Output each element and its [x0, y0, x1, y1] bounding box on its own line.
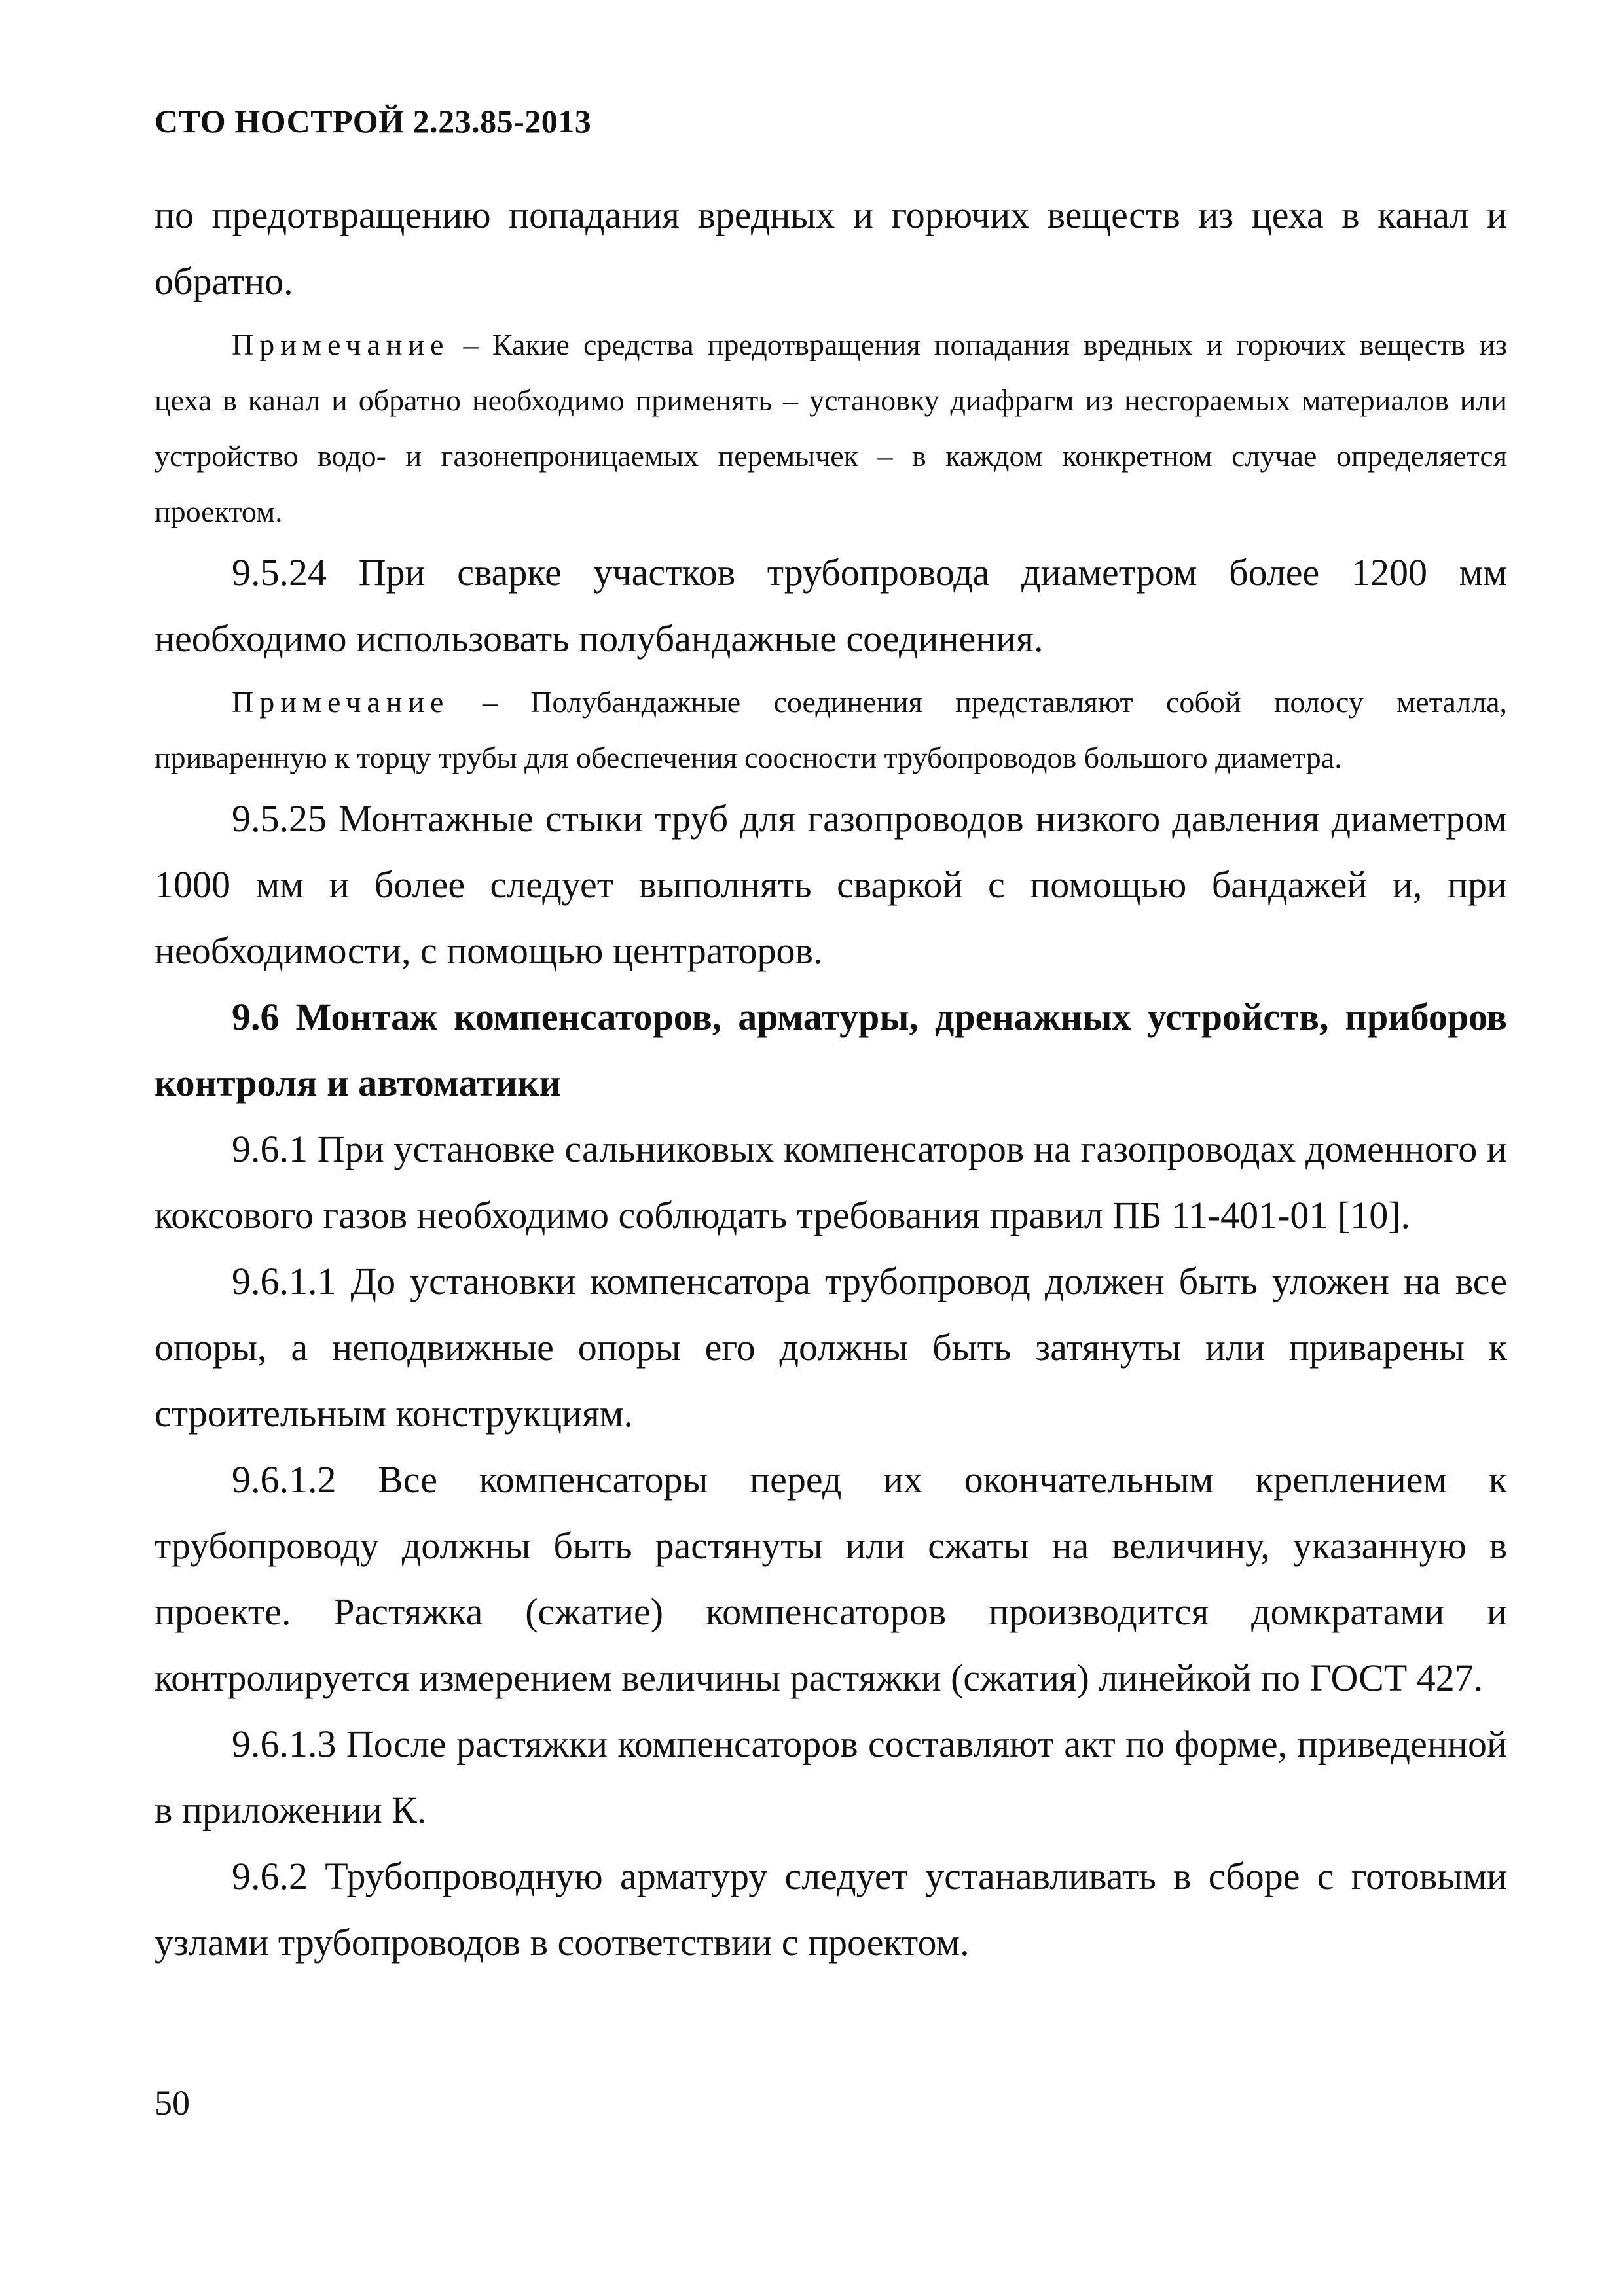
paragraph-9-5-24: 9.5.24 При сварке участков трубопровода диаметром более 1200 мм необходимо использовать полубандажные соединения. — [155, 551, 1507, 660]
section-heading-9-6: 9.6 Монтаж компенсаторов, арматуры, дренажных устройств, приборов контроля и автоматики — [155, 996, 1507, 1104]
note-2-text: – Полубандажные соединения представляют собой полосу металла, приваренную к торцу трубы для обеспечения соосности трубопроводов большого диаметра. — [155, 685, 1507, 774]
page-number: 50 — [155, 2083, 190, 2123]
paragraph-9-6-1-1: 9.6.1.1 До установки компенсатора трубопровод должен быть уложен на все опоры, а неподвижные опоры его должны быть затянуты или приварены к строительным конструкциям. — [155, 1260, 1507, 1435]
paragraph-9-5-25: 9.5.25 Монтажные стыки труб для газопроводов низкого давления диаметром 1000 мм и более следует выполнять сваркой с помощью бандажей и, при необходимости, с помощью центраторов. — [155, 797, 1507, 972]
note-2-label: Примечание — [232, 685, 450, 719]
document-body — [155, 182, 1507, 1975]
paragraph-9-6-1: 9.6.1 При установке сальниковых компенсаторов на газопроводах доменного и коксового газов необходимо соблюдать требования правил ПБ 11-401-01 [10]. — [155, 1128, 1507, 1236]
paragraph-9-6-2: 9.6.2 Трубопроводную арматуру следует устанавливать в сборе с готовыми узлами трубопроводов в соответствии с проектом. — [155, 1855, 1507, 1964]
document-header: СТО НОСТРОЙ 2.23.85-2013 — [155, 103, 592, 139]
paragraph-9-6-1-3: 9.6.1.3 После растяжки компенсаторов составляют акт по форме, приведенной в приложении К. — [155, 1723, 1507, 1831]
note-1 — [155, 317, 1507, 539]
note-1-label: Примечание — [232, 328, 450, 361]
note-2 — [155, 674, 1507, 785]
paragraph-continuation: по предотвращению попадания вредных и горючих веществ из цеха в канал и обратно. — [155, 194, 1507, 302]
note-1-text: – Какие средства предотвращения попадания вредных и горючих веществ из цеха в канал и обратно необходимо применять – установку диафрагм из несгораемых материалов или устройство водо- и газонепроницаемых перемычек – в каждом конкретном случае определяется проектом. — [155, 328, 1507, 528]
paragraph-9-6-1-2: 9.6.1.2 Все компенсаторы перед их окончательным креплением к трубопроводу должны быть растянуты или сжаты на величину, указанную в проекте. Растяжка (сжатие) компенсаторов производится домкратами и контролируется измерением величины растяжки (сжатия) линейкой по ГОСТ 427. — [155, 1458, 1507, 1699]
